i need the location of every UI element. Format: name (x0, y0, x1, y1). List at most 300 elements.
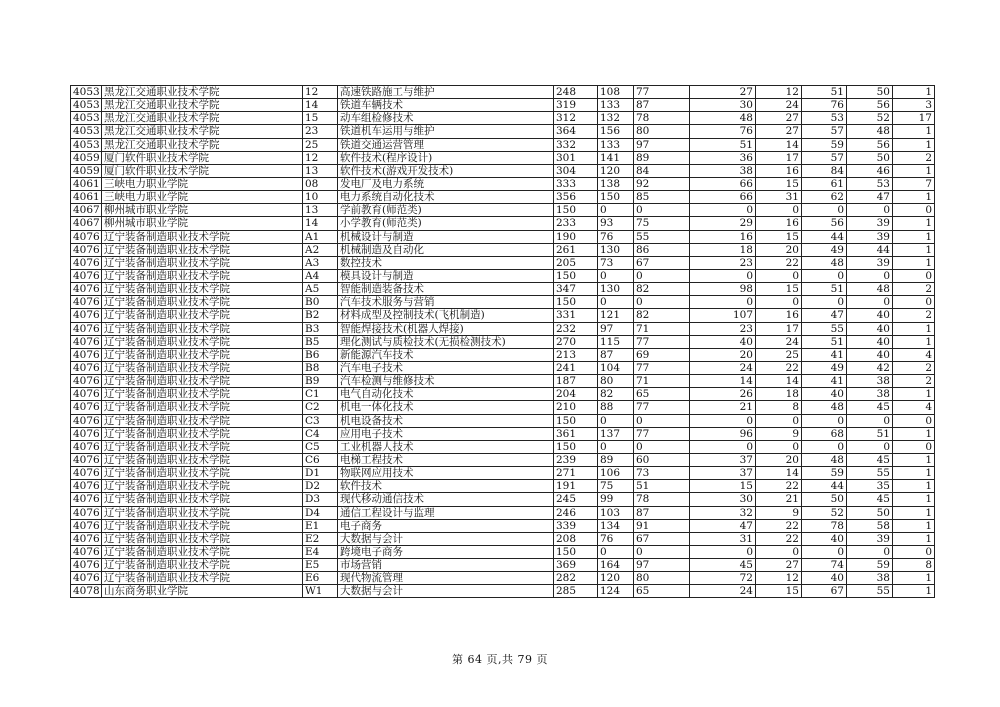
cell-score-total: 245 (554, 493, 598, 506)
cell-score-c: 36 (690, 151, 756, 164)
cell-score-d: 27 (756, 125, 802, 138)
cell-major-code: D4 (303, 506, 338, 519)
cell-score-a: 120 (598, 572, 634, 585)
cell-score-a: 130 (598, 283, 634, 296)
cell-school-code: 4076 (71, 401, 102, 414)
table-row (71, 348, 935, 361)
cell-school-name: 辽宁装备制造职业技术学院 (102, 388, 303, 401)
cell-school-code: 4053 (71, 86, 102, 99)
cell-count: 1 (893, 230, 935, 243)
cell-score-f: 42 (847, 361, 893, 374)
cell-school-name: 辽宁装备制造职业技术学院 (102, 322, 303, 335)
cell-score-total: 150 (554, 204, 598, 217)
cell-score-total: 339 (554, 519, 598, 532)
cell-school-code: 4067 (71, 217, 102, 230)
cell-major-code: E2 (303, 532, 338, 545)
cell-score-d: 0 (756, 545, 802, 558)
cell-score-b: 69 (634, 348, 690, 361)
cell-score-d: 17 (756, 322, 802, 335)
cell-score-f: 35 (847, 480, 893, 493)
cell-score-f: 39 (847, 256, 893, 269)
cell-score-c: 96 (690, 427, 756, 440)
cell-major-name: 铁道车辆技术 (338, 99, 554, 112)
cell-score-d: 31 (756, 191, 802, 204)
cell-school-code: 4076 (71, 532, 102, 545)
cell-school-name: 辽宁装备制造职业技术学院 (102, 453, 303, 466)
table-row (71, 177, 935, 190)
cell-school-name: 辽宁装备制造职业技术学院 (102, 545, 303, 558)
cell-score-e: 74 (802, 559, 847, 572)
table-row (71, 138, 935, 151)
cell-score-c: 15 (690, 480, 756, 493)
cell-score-f: 39 (847, 217, 893, 230)
cell-score-total: 246 (554, 506, 598, 519)
cell-score-a: 0 (598, 545, 634, 558)
cell-major-code: W1 (303, 585, 338, 598)
cell-school-code: 4076 (71, 296, 102, 309)
cell-score-b: 89 (634, 151, 690, 164)
cell-major-code: B5 (303, 335, 338, 348)
cell-count: 1 (893, 138, 935, 151)
cell-score-a: 73 (598, 256, 634, 269)
cell-major-code: 12 (303, 86, 338, 99)
cell-major-name: 汽车电子技术 (338, 361, 554, 374)
cell-score-a: 0 (598, 414, 634, 427)
cell-school-code: 4076 (71, 256, 102, 269)
cell-major-name: 材料成型及控制技术(飞机制造) (338, 309, 554, 322)
cell-school-name: 辽宁装备制造职业技术学院 (102, 480, 303, 493)
cell-score-f: 0 (847, 440, 893, 453)
cell-score-d: 0 (756, 414, 802, 427)
cell-score-total: 304 (554, 164, 598, 177)
cell-score-f: 58 (847, 519, 893, 532)
cell-school-code: 4076 (71, 493, 102, 506)
cell-count: 1 (893, 125, 935, 138)
table-row (71, 269, 935, 282)
cell-score-e: 68 (802, 427, 847, 440)
cell-school-code: 4076 (71, 335, 102, 348)
cell-score-c: 76 (690, 125, 756, 138)
cell-school-code: 4076 (71, 559, 102, 572)
score-table (70, 85, 935, 598)
cell-score-c: 98 (690, 283, 756, 296)
table-row (71, 230, 935, 243)
cell-school-name: 辽宁装备制造职业技术学院 (102, 348, 303, 361)
table-row (71, 467, 935, 480)
cell-score-d: 16 (756, 164, 802, 177)
cell-score-a: 0 (598, 269, 634, 282)
cell-major-name: 铁道交通运营管理 (338, 138, 554, 151)
cell-count: 4 (893, 348, 935, 361)
cell-score-b: 0 (634, 545, 690, 558)
cell-score-a: 76 (598, 532, 634, 545)
cell-score-d: 15 (756, 283, 802, 296)
cell-score-total: 319 (554, 99, 598, 112)
table-row (71, 545, 935, 558)
cell-major-name: 机械设计与制造 (338, 230, 554, 243)
cell-school-name: 辽宁装备制造职业技术学院 (102, 401, 303, 414)
cell-score-c: 30 (690, 493, 756, 506)
cell-score-b: 77 (634, 361, 690, 374)
cell-score-d: 21 (756, 493, 802, 506)
cell-score-d: 15 (756, 230, 802, 243)
cell-school-code: 4059 (71, 164, 102, 177)
cell-major-name: 模具设计与制造 (338, 269, 554, 282)
table-row (71, 532, 935, 545)
cell-score-d: 0 (756, 269, 802, 282)
cell-score-d: 14 (756, 138, 802, 151)
cell-school-name: 辽宁装备制造职业技术学院 (102, 256, 303, 269)
cell-score-total: 356 (554, 191, 598, 204)
table-row (71, 256, 935, 269)
cell-major-code: 12 (303, 151, 338, 164)
cell-major-code: C3 (303, 414, 338, 427)
cell-score-c: 38 (690, 164, 756, 177)
cell-major-name: 智能制造装备技术 (338, 283, 554, 296)
cell-count: 0 (893, 204, 935, 217)
cell-count: 2 (893, 375, 935, 388)
cell-major-code: A4 (303, 269, 338, 282)
cell-score-f: 48 (847, 125, 893, 138)
table-row (71, 86, 935, 99)
table-row (71, 361, 935, 374)
cell-school-name: 黑龙江交通职业技术学院 (102, 112, 303, 125)
table-row (71, 204, 935, 217)
cell-score-total: 331 (554, 309, 598, 322)
cell-count: 1 (893, 519, 935, 532)
cell-school-code: 4059 (71, 151, 102, 164)
cell-major-name: 智能焊接技术(机器人焊接) (338, 322, 554, 335)
cell-score-d: 25 (756, 348, 802, 361)
cell-score-b: 0 (634, 440, 690, 453)
cell-score-e: 59 (802, 467, 847, 480)
table-row (71, 283, 935, 296)
cell-major-code: C1 (303, 388, 338, 401)
cell-major-name: 应用电子技术 (338, 427, 554, 440)
table-row (71, 414, 935, 427)
cell-major-name: 现代物流管理 (338, 572, 554, 585)
cell-score-e: 0 (802, 269, 847, 282)
cell-score-c: 20 (690, 348, 756, 361)
cell-score-total: 333 (554, 177, 598, 190)
cell-score-total: 261 (554, 243, 598, 256)
table-row (71, 401, 935, 414)
cell-school-code: 4076 (71, 453, 102, 466)
cell-school-name: 厦门软件职业技术学院 (102, 164, 303, 177)
cell-score-d: 16 (756, 217, 802, 230)
cell-score-total: 210 (554, 401, 598, 414)
cell-score-total: 361 (554, 427, 598, 440)
cell-major-name: 跨境电子商务 (338, 545, 554, 558)
cell-major-code: E1 (303, 519, 338, 532)
cell-score-b: 85 (634, 191, 690, 204)
cell-score-d: 12 (756, 572, 802, 585)
cell-score-a: 138 (598, 177, 634, 190)
cell-score-d: 22 (756, 519, 802, 532)
cell-major-name: 软件技术(程序设计) (338, 151, 554, 164)
cell-school-name: 辽宁装备制造职业技术学院 (102, 414, 303, 427)
cell-major-name: 汽车技术服务与营销 (338, 296, 554, 309)
cell-score-e: 51 (802, 283, 847, 296)
cell-score-d: 27 (756, 559, 802, 572)
cell-score-e: 41 (802, 375, 847, 388)
cell-score-f: 52 (847, 112, 893, 125)
cell-score-a: 0 (598, 440, 634, 453)
cell-major-code: D1 (303, 467, 338, 480)
cell-score-c: 31 (690, 532, 756, 545)
cell-count: 1 (893, 335, 935, 348)
cell-score-f: 40 (847, 348, 893, 361)
cell-score-f: 39 (847, 532, 893, 545)
cell-major-code: 13 (303, 204, 338, 217)
cell-score-a: 124 (598, 585, 634, 598)
cell-score-f: 51 (847, 427, 893, 440)
cell-score-b: 87 (634, 506, 690, 519)
cell-school-name: 黑龙江交通职业技术学院 (102, 125, 303, 138)
cell-school-name: 辽宁装备制造职业技术学院 (102, 532, 303, 545)
cell-score-f: 45 (847, 453, 893, 466)
cell-major-code: D2 (303, 480, 338, 493)
cell-major-code: 10 (303, 191, 338, 204)
cell-score-f: 45 (847, 493, 893, 506)
cell-count: 0 (893, 296, 935, 309)
cell-score-total: 312 (554, 112, 598, 125)
cell-score-f: 40 (847, 322, 893, 335)
cell-score-f: 53 (847, 177, 893, 190)
cell-major-name: 电气自动化技术 (338, 388, 554, 401)
cell-major-name: 学前教育(师范类) (338, 204, 554, 217)
cell-score-e: 48 (802, 453, 847, 466)
cell-score-c: 30 (690, 99, 756, 112)
table-row (71, 243, 935, 256)
cell-score-e: 52 (802, 506, 847, 519)
cell-count: 1 (893, 243, 935, 256)
cell-count: 1 (893, 453, 935, 466)
cell-score-b: 86 (634, 243, 690, 256)
cell-major-code: E4 (303, 545, 338, 558)
cell-score-c: 14 (690, 375, 756, 388)
cell-school-name: 辽宁装备制造职业技术学院 (102, 361, 303, 374)
cell-school-name: 辽宁装备制造职业技术学院 (102, 506, 303, 519)
cell-major-code: C6 (303, 453, 338, 466)
cell-school-code: 4076 (71, 269, 102, 282)
cell-score-b: 75 (634, 217, 690, 230)
cell-score-d: 18 (756, 388, 802, 401)
table-row (71, 217, 935, 230)
cell-major-code: D3 (303, 493, 338, 506)
cell-score-f: 0 (847, 296, 893, 309)
cell-score-b: 77 (634, 86, 690, 99)
table-row (71, 335, 935, 348)
cell-major-name: 机电一体化技术 (338, 401, 554, 414)
cell-score-c: 32 (690, 506, 756, 519)
cell-count: 1 (893, 164, 935, 177)
cell-count: 1 (893, 506, 935, 519)
cell-school-code: 4053 (71, 99, 102, 112)
cell-score-d: 22 (756, 361, 802, 374)
cell-score-total: 285 (554, 585, 598, 598)
cell-score-a: 87 (598, 348, 634, 361)
cell-score-a: 0 (598, 296, 634, 309)
cell-score-b: 97 (634, 559, 690, 572)
cell-major-name: 软件技术(游戏开发技术) (338, 164, 554, 177)
cell-score-a: 97 (598, 322, 634, 335)
cell-school-name: 柳州城市职业学院 (102, 217, 303, 230)
cell-score-a: 121 (598, 309, 634, 322)
cell-score-b: 73 (634, 467, 690, 480)
cell-count: 0 (893, 269, 935, 282)
cell-score-c: 23 (690, 256, 756, 269)
cell-score-a: 156 (598, 125, 634, 138)
cell-score-a: 133 (598, 99, 634, 112)
cell-score-d: 20 (756, 243, 802, 256)
cell-count: 1 (893, 532, 935, 545)
cell-score-e: 0 (802, 296, 847, 309)
cell-score-c: 72 (690, 572, 756, 585)
cell-score-total: 270 (554, 335, 598, 348)
cell-score-a: 115 (598, 335, 634, 348)
cell-score-d: 24 (756, 99, 802, 112)
cell-score-total: 369 (554, 559, 598, 572)
cell-score-a: 89 (598, 453, 634, 466)
cell-score-e: 44 (802, 480, 847, 493)
cell-score-e: 48 (802, 256, 847, 269)
cell-score-total: 248 (554, 86, 598, 99)
cell-score-total: 150 (554, 440, 598, 453)
table-row (71, 296, 935, 309)
cell-count: 1 (893, 86, 935, 99)
cell-score-d: 0 (756, 440, 802, 453)
cell-score-f: 0 (847, 414, 893, 427)
cell-score-f: 46 (847, 164, 893, 177)
cell-score-total: 241 (554, 361, 598, 374)
cell-score-a: 134 (598, 519, 634, 532)
cell-score-e: 48 (802, 401, 847, 414)
cell-count: 0 (893, 545, 935, 558)
cell-school-name: 三峡电力职业学院 (102, 177, 303, 190)
table-row (71, 164, 935, 177)
cell-count: 17 (893, 112, 935, 125)
cell-school-name: 厦门软件职业技术学院 (102, 151, 303, 164)
cell-count: 1 (893, 493, 935, 506)
cell-score-c: 0 (690, 296, 756, 309)
cell-score-b: 77 (634, 335, 690, 348)
cell-score-c: 24 (690, 361, 756, 374)
cell-score-e: 57 (802, 151, 847, 164)
cell-school-code: 4067 (71, 204, 102, 217)
cell-score-f: 59 (847, 559, 893, 572)
cell-count: 7 (893, 177, 935, 190)
cell-score-d: 16 (756, 309, 802, 322)
cell-major-name: 电力系统自动化技术 (338, 191, 554, 204)
cell-school-code: 4076 (71, 440, 102, 453)
cell-school-name: 辽宁装备制造职业技术学院 (102, 467, 303, 480)
cell-score-a: 130 (598, 243, 634, 256)
cell-score-c: 26 (690, 388, 756, 401)
cell-score-total: 271 (554, 467, 598, 480)
cell-school-code: 4053 (71, 138, 102, 151)
cell-score-b: 67 (634, 532, 690, 545)
cell-score-c: 29 (690, 217, 756, 230)
cell-score-c: 37 (690, 453, 756, 466)
cell-score-d: 0 (756, 204, 802, 217)
cell-major-code: A3 (303, 256, 338, 269)
cell-major-code: B3 (303, 322, 338, 335)
cell-score-c: 47 (690, 519, 756, 532)
cell-score-c: 107 (690, 309, 756, 322)
cell-major-code: 25 (303, 138, 338, 151)
cell-score-b: 82 (634, 309, 690, 322)
cell-school-code: 4076 (71, 414, 102, 427)
cell-school-code: 4076 (71, 506, 102, 519)
cell-score-b: 0 (634, 296, 690, 309)
cell-school-name: 辽宁装备制造职业技术学院 (102, 335, 303, 348)
page-footer: 第 64 页,共 79 页 (452, 653, 548, 666)
cell-score-f: 50 (847, 506, 893, 519)
cell-school-name: 辽宁装备制造职业技术学院 (102, 309, 303, 322)
cell-score-b: 78 (634, 493, 690, 506)
cell-score-b: 55 (634, 230, 690, 243)
cell-score-a: 106 (598, 467, 634, 480)
cell-score-d: 22 (756, 532, 802, 545)
cell-score-b: 78 (634, 112, 690, 125)
cell-score-total: 213 (554, 348, 598, 361)
cell-score-total: 282 (554, 572, 598, 585)
cell-score-a: 132 (598, 112, 634, 125)
cell-score-f: 0 (847, 545, 893, 558)
cell-score-e: 49 (802, 243, 847, 256)
cell-major-code: B0 (303, 296, 338, 309)
cell-school-name: 辽宁装备制造职业技术学院 (102, 493, 303, 506)
cell-score-e: 0 (802, 545, 847, 558)
table-row (71, 112, 935, 125)
cell-school-code: 4076 (71, 545, 102, 558)
cell-school-code: 4076 (71, 519, 102, 532)
cell-score-a: 93 (598, 217, 634, 230)
cell-school-code: 4076 (71, 230, 102, 243)
cell-score-f: 56 (847, 99, 893, 112)
cell-score-f: 40 (847, 309, 893, 322)
cell-score-e: 47 (802, 309, 847, 322)
cell-major-name: 动车组检修技术 (338, 112, 554, 125)
cell-score-a: 108 (598, 86, 634, 99)
cell-score-e: 0 (802, 204, 847, 217)
cell-major-name: 工业机器人技术 (338, 440, 554, 453)
cell-score-b: 92 (634, 177, 690, 190)
cell-score-a: 82 (598, 388, 634, 401)
cell-score-b: 82 (634, 283, 690, 296)
cell-score-a: 88 (598, 401, 634, 414)
cell-school-code: 4053 (71, 112, 102, 125)
cell-major-name: 现代移动通信技术 (338, 493, 554, 506)
cell-score-d: 0 (756, 296, 802, 309)
cell-count: 1 (893, 467, 935, 480)
cell-major-name: 理化测试与质检技术(无损检测技术) (338, 335, 554, 348)
cell-score-b: 87 (634, 99, 690, 112)
cell-school-code: 4076 (71, 361, 102, 374)
table-row (71, 493, 935, 506)
cell-score-total: 301 (554, 151, 598, 164)
cell-count: 1 (893, 388, 935, 401)
cell-school-code: 4053 (71, 125, 102, 138)
cell-school-code: 4076 (71, 480, 102, 493)
cell-score-e: 84 (802, 164, 847, 177)
cell-major-name: 机械制造及自动化 (338, 243, 554, 256)
cell-score-e: 41 (802, 348, 847, 361)
cell-score-a: 99 (598, 493, 634, 506)
cell-score-f: 38 (847, 572, 893, 585)
cell-major-code: C4 (303, 427, 338, 440)
